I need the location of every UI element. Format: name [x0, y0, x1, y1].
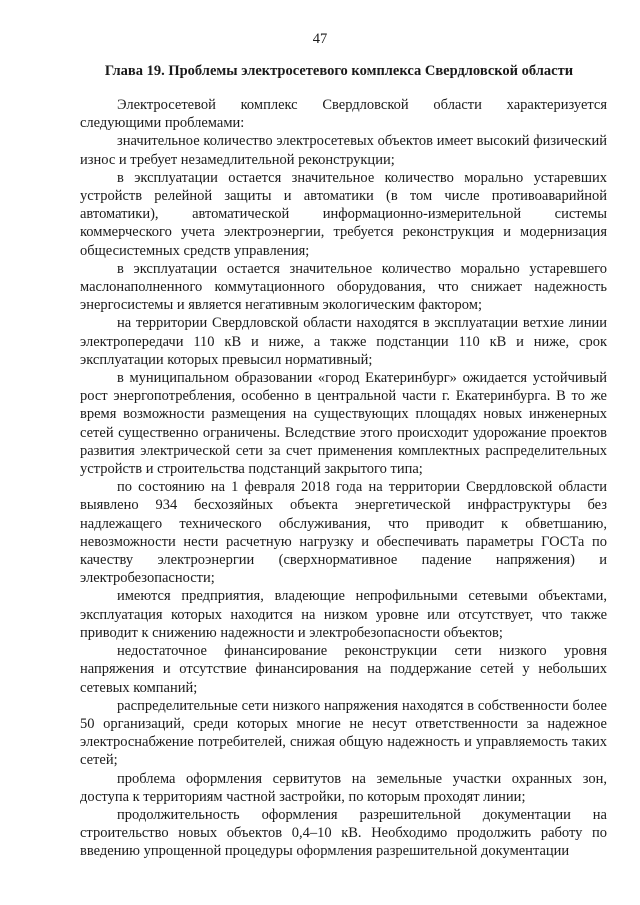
problem-item-underfunding: недостаточное финансирование реконструкции сети низкого уровня напряжения и отсутствие финансирования на поддержание сетей у небольших сетевых компаний;: [80, 643, 607, 696]
problem-item-ownerless-objects: по состоянию на 1 февраля 2018 года на территории Свердловской области выявлено 934 бесхозяйных объекта энергетической инфраструктуры без надлежащего технического обслуживания, что приводит к обветшанию, невозможности нести расчетную нагрузку и обеспечивать параметры ГОСТа по качеству электроэнергии (сверхнормативное падение напряжения) и электробезопасности;: [80, 479, 607, 587]
problem-item-ekaterinburg-growth: в муниципальном образовании «город Екатеринбург» ожидается устойчивый рост энергопотребления, особенно в центральной части г. Екатеринбурга. В то же время возможности размещения на существующих площадях новых инженерных сетей существенно ограничены. Вследствие этого происходит удорожание проектов развития электрической сети за счет применения комплектных распределительных устройств и строительства подстанций закрытого типа;: [80, 370, 607, 478]
chapter-body: [80, 96, 607, 861]
problem-item-dilapidated-lines: на территории Свердловской области находятся в эксплуатации ветхие линии электропередачи 110 кВ и ниже, а также подстанции 110 кВ и ниже, срок эксплуатации которых превысил нормативный;: [80, 315, 607, 368]
problem-item-easements: проблема оформления сервитутов на земельные участки охранных зон, доступа к территориям частной застройки, по которым проходят линии;: [80, 770, 607, 805]
page-number: 47: [312, 31, 328, 47]
problem-item-relay-protection: в эксплуатации остается значительное количество морально устаревших устройств релейной защиты и автоматики (в том числе противоаварийной автоматики), автоматической информационно-измерительной системы коммерческого учета электроэнергии, требуется реконструкция и модернизация общесистемных средств управления;: [80, 169, 607, 259]
problem-item-switching-equipment: в эксплуатации остается значительное количество морально устаревшего маслонаполненного коммутационного оборудования, что снижает надежность энергосистемы и является негативным экологическим фактором;: [80, 260, 607, 314]
problem-item-fragmented-ownership: распределительные сети низкого напряжения находятся в собственности более 50 организаций, среди которых многие не несут ответственности за надежное электроснабжение потребителей, снижая общую надежность и управляемость таких сетей;: [80, 697, 607, 769]
chapter-title: Глава 19. Проблемы электросетевого комплекса Свердловской области: [104, 63, 574, 79]
problem-item-non-core-networks: имеются предприятия, владеющие непрофильными сетевыми объектами, эксплуатация которых находится на низком уровне или отсутствует, что также приводит к снижению надежности и электробезопасности объектов;: [80, 588, 607, 641]
problem-item-permits: продолжительность оформления разрешительной документации на строительство новых объектов 0,4–10 кВ. Необходимо продолжить работу по введению упрощенной процедуры оформления разрешительной документации: [80, 806, 607, 860]
intro-paragraph: Электросетевой комплекс Свердловской области характеризуется следующими проблемами:: [80, 97, 607, 132]
problem-item-physical-wear: значительное количество электросетевых объектов имеет высокий физический износ и требует незамедлительной реконструкции;: [80, 133, 607, 168]
